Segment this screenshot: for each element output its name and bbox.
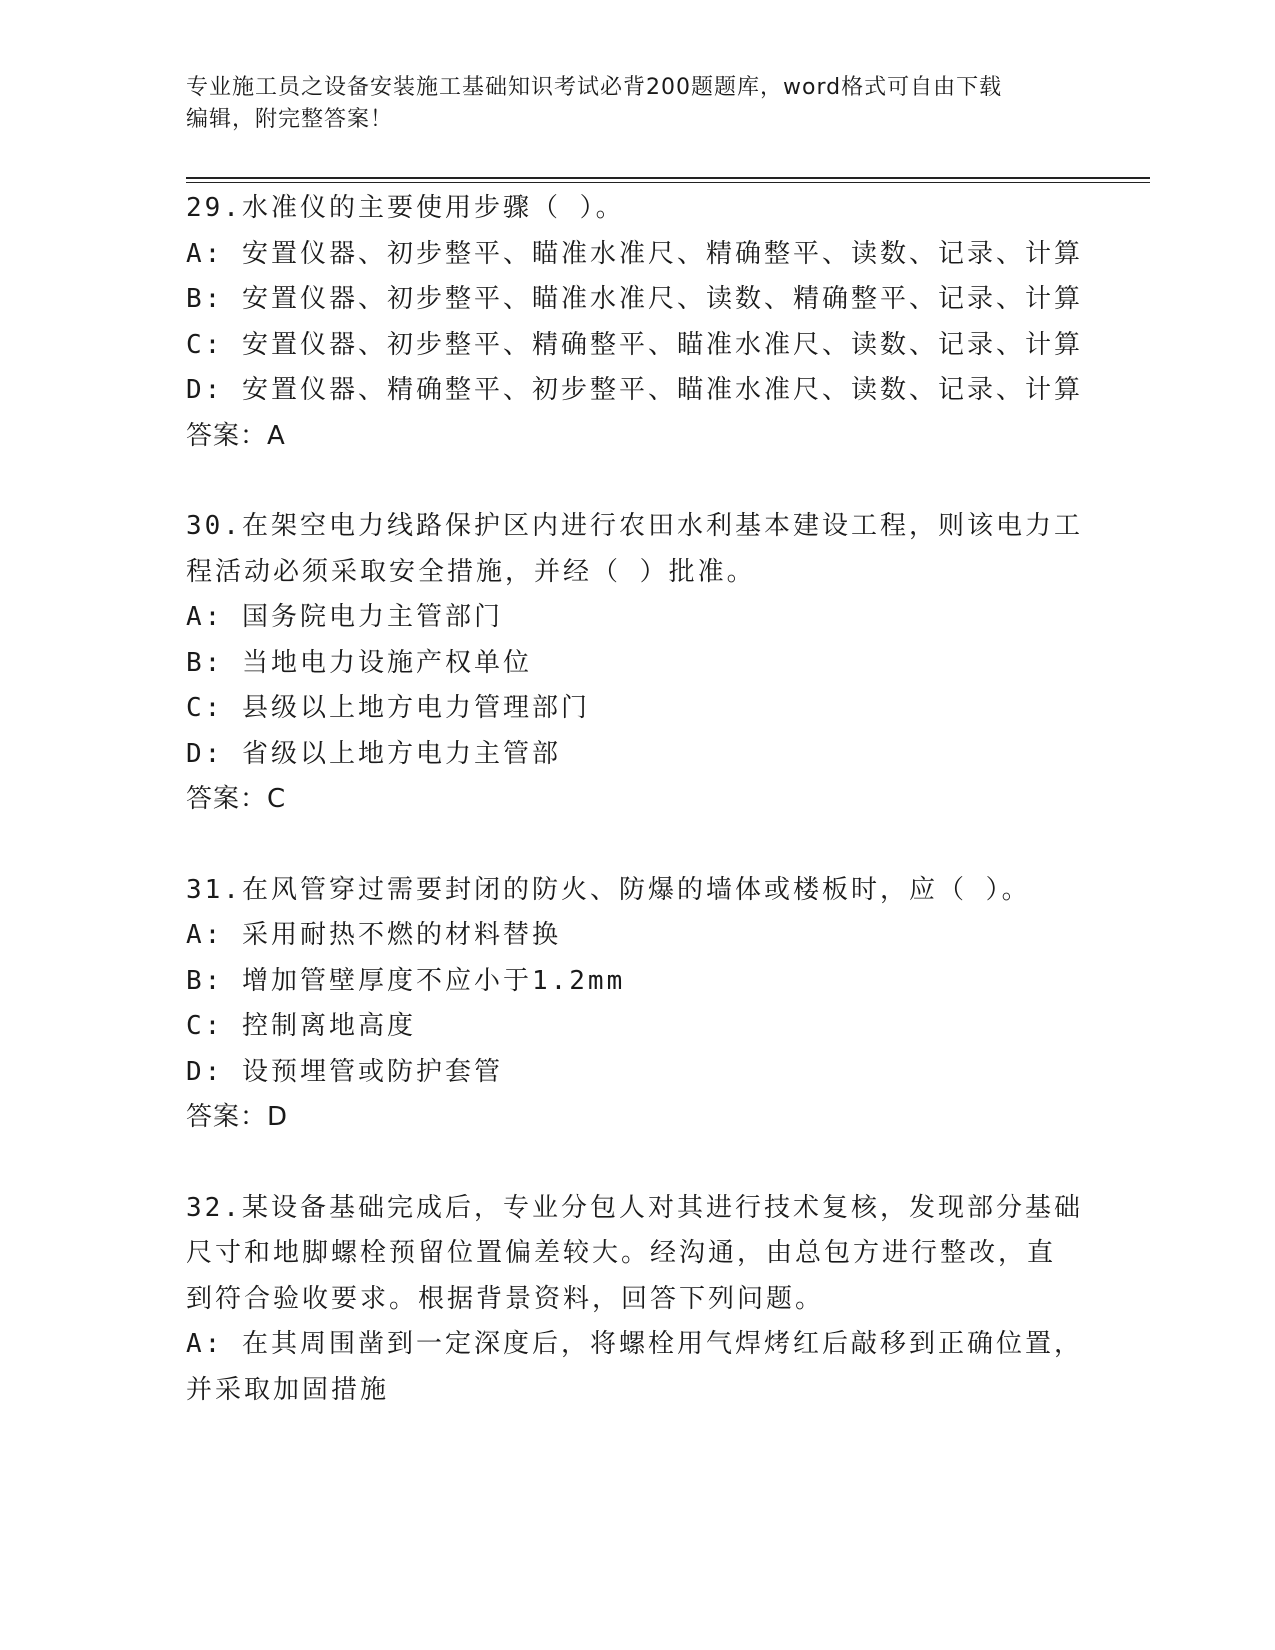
header-rule-thick [186,177,1150,179]
option-a: A: 安置仪器、初步整平、瞄准水准尺、精确整平、读数、记录、计算 [186,238,1083,269]
question-text: 尺寸和地脚螺栓预留位置偏差较大。经沟通，由总包方进行整改，直 [186,1238,1057,1268]
question-31 [186,868,1086,1141]
answer-label: 答案： [186,420,268,451]
question-text: 32.某设备基础完成后，专业分包人对其进行技术复核，发现部分基础 [186,1192,1083,1223]
option-d: D: 省级以上地方电力主管部 [186,738,561,769]
answer-value: D [267,1102,289,1132]
option-a: A: 国务院电力主管部门 [186,602,503,632]
answer-line [186,1095,1086,1141]
question-list [186,186,1086,1458]
answer-label: 答案： [186,1102,268,1132]
question-text: 31.在风管穿过需要封闭的防火、防爆的墙体或楼板时，应（ ）。 [186,874,1031,905]
answer-line [186,414,1086,460]
option-d: D: 安置仪器、精确整平、初步整平、瞄准水准尺、读数、记录、计算 [186,375,1083,405]
option-a: A: 在其周围凿到一定深度后，将螺栓用气焊烤红后敲移到正确位置， [186,1329,1083,1359]
question-text: 30.在架空电力线路保护区内进行农田水利基本建设工程，则该电力工 [186,511,1083,541]
question-32 [186,1186,1086,1414]
question-29 [186,186,1086,459]
header-title-line1: 专业施工员之设备安装施工基础知识考试必背200题题库，word格式可自由下载 [186,75,1003,100]
answer-line [186,777,1086,823]
question-text: 29.水准仪的主要使用步骤（ ）。 [186,193,625,223]
question-text: 程活动必须采取安全措施，并经（ ）批准。 [186,556,756,587]
option-d: D: 设预埋管或防护套管 [186,1056,503,1087]
option-a: A: 采用耐热不燃的材料替换 [186,920,561,950]
header-title-line2: 编辑，附完整答案！ [186,107,394,132]
option-a-continued: 并采取加固措施 [186,1374,390,1405]
document-header [186,72,1066,136]
question-text: 到符合验收要求。根据背景资料，回答下列问题。 [186,1283,825,1314]
question-30 [186,504,1086,823]
header-rule-thin [186,182,1150,183]
option-c: C: 控制离地高度 [186,1011,416,1041]
answer-value: A [267,420,286,451]
option-b: B: 当地电力设施产权单位 [186,647,532,678]
option-b: B: 增加管壁厚度不应小于1.2mm [186,965,626,996]
option-c: C: 安置仪器、初步整平、精确整平、瞄准水准尺、读数、记录、计算 [186,329,1083,360]
answer-value: C [267,784,287,814]
answer-label: 答案： [186,784,268,814]
option-c: C: 县级以上地方电力管理部门 [186,693,590,723]
option-b: B: 安置仪器、初步整平、瞄准水准尺、读数、精确整平、记录、计算 [186,284,1083,314]
